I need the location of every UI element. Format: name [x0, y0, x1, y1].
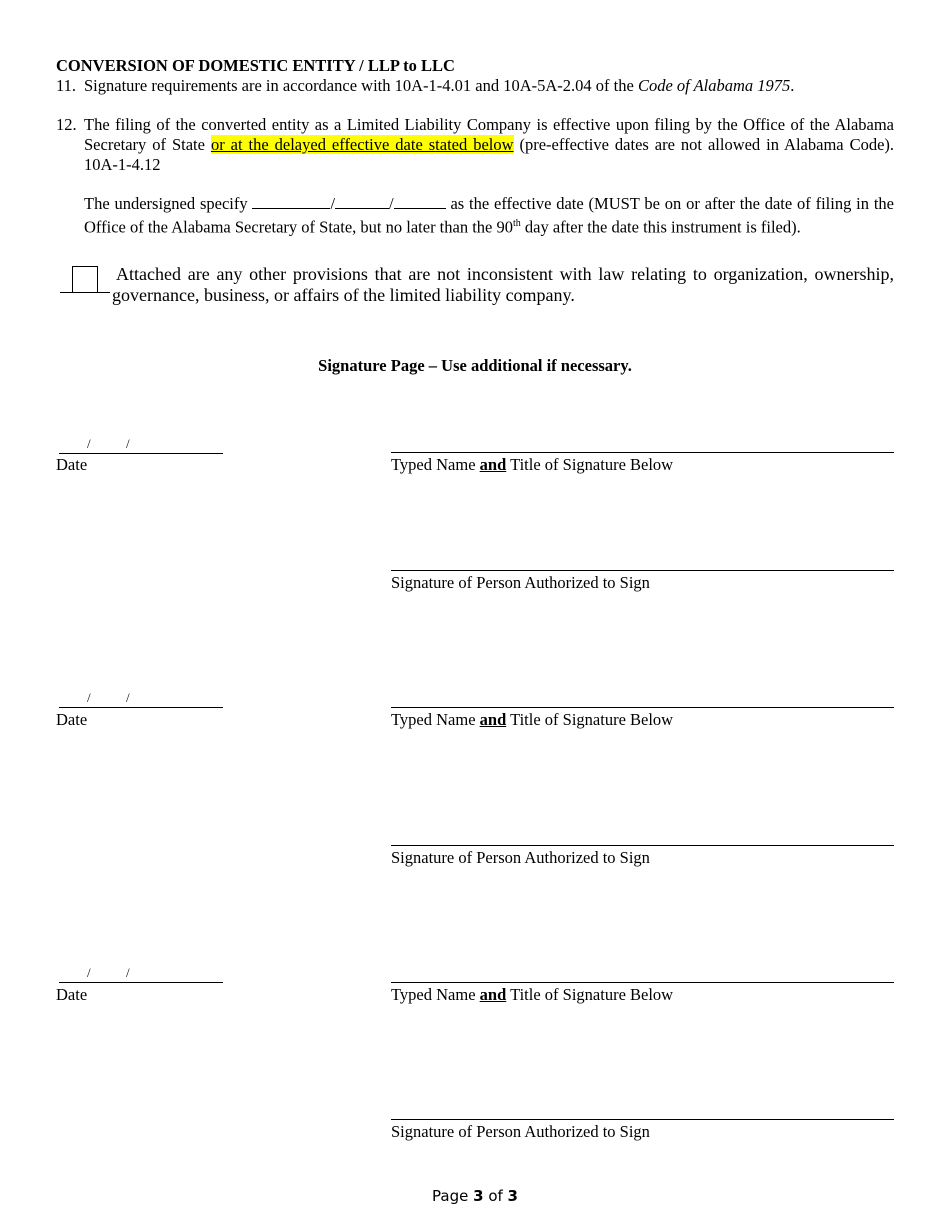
date-label-2: Date	[56, 710, 88, 729]
date-field-2[interactable]: / /	[59, 689, 223, 708]
date-label-3: Date	[56, 985, 88, 1004]
effective-date-paragraph: The undersigned specify / / as the effective date (MUST be on or after the date of filing in the Office of the Alabama Secretary of State, but no later than the 90th day after the date this instrument is filed).	[84, 194, 894, 237]
date-field-3[interactable]: / /	[59, 964, 223, 983]
attached-provisions-checkbox[interactable]	[72, 266, 98, 293]
signature-label-3: Signature of Person Authorized to Sign	[391, 1122, 650, 1141]
typed-name-label-1: Typed Name and Title of Signature Below	[391, 455, 674, 474]
effective-date-year-field[interactable]	[394, 194, 446, 209]
signature-page-title: Signature Page – Use additional if necessary.	[318, 356, 632, 375]
section-heading: CONVERSION OF DOMESTIC ENTITY / LLP to LLC	[56, 56, 455, 75]
effective-date-month-field[interactable]	[252, 194, 330, 209]
item-12: 12. The filing of the converted entity as a Limited Liability Company is effective upon filing by the Office of the Alabama Secretary of State or at the delayed effective date stated below (pre-effective dates are not allowed in Alabama Code). 10A-1-4.12	[56, 115, 895, 174]
typed-name-label-3: Typed Name and Title of Signature Below	[391, 985, 674, 1004]
item-12-number: 12.	[56, 115, 77, 134]
page-number: Page 3 of 3	[432, 1187, 518, 1205]
attached-provisions-row	[56, 264, 894, 306]
signature-field-2[interactable]	[391, 845, 894, 846]
item-11-number: 11.	[56, 76, 77, 95]
signature-field-1[interactable]	[391, 570, 894, 571]
signature-field-3[interactable]	[391, 1119, 894, 1120]
checkbox-underline	[60, 292, 110, 293]
item-11-code-ref: Code of Alabama 1975	[637, 76, 791, 95]
signature-label-2: Signature of Person Authorized to Sign	[391, 848, 650, 867]
item-12-highlight: or at the delayed effective date stated below	[210, 135, 514, 154]
typed-name-field-3[interactable]	[391, 982, 894, 983]
item-12-text: The filing of the converted entity as a Limited Liability Company is effective upon filing by the Office of the Alabama Secretary of State	[84, 115, 894, 154]
date-field-1[interactable]: / /	[59, 435, 223, 454]
typed-name-field-1[interactable]	[391, 452, 894, 453]
typed-name-field-2[interactable]	[391, 707, 894, 708]
attached-provisions-text: Attached are any other provisions that are not inconsistent with law relating to organization, ownership, governance, business, or affairs of the limited liability company.	[112, 264, 894, 305]
item-11-text: Signature requirements are in accordance with 10A-1-4.01 and 10A-5A-2.04 of the	[84, 76, 638, 95]
typed-name-label-2: Typed Name and Title of Signature Below	[391, 710, 674, 729]
signature-label-1: Signature of Person Authorized to Sign	[391, 573, 650, 592]
effective-date-day-field[interactable]	[335, 194, 389, 209]
item-11: 11. Signature requirements are in accordance with 10A-1-4.01 and 10A-5A-2.04 of the Code of Alabama 1975.	[56, 76, 795, 95]
date-label-1: Date	[56, 455, 88, 474]
